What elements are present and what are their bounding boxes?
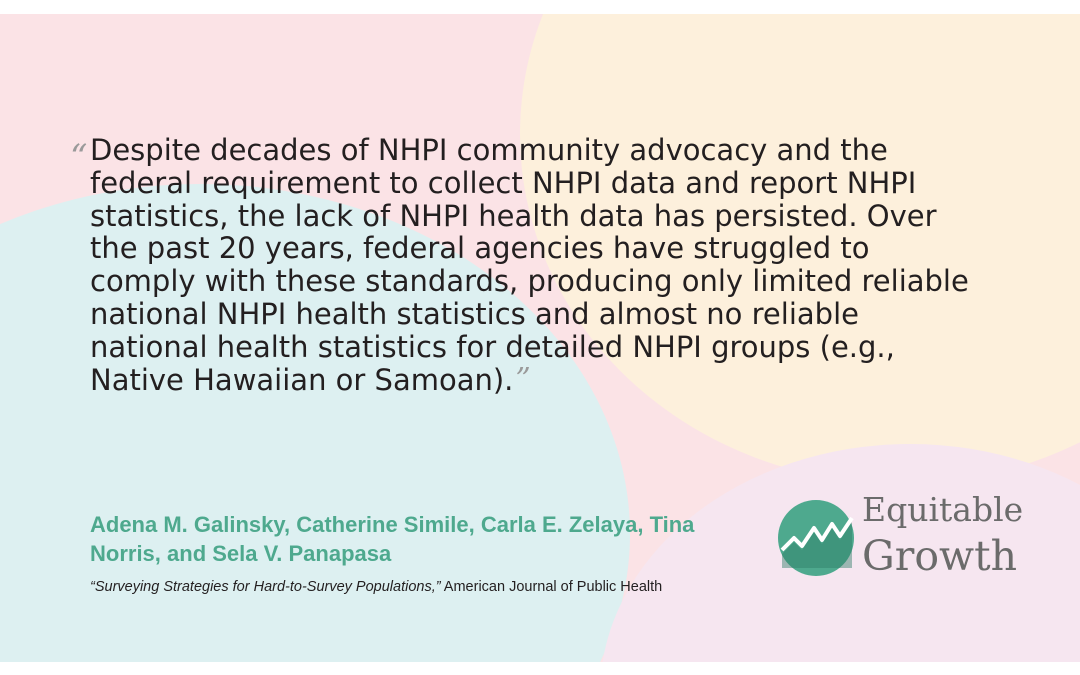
quote-authors: Adena M. Galinsky, Catherine Simile, Carla E. Zelaya, Tina Norris, and Sela V. Panapasa	[90, 512, 695, 566]
growth-chart-icon	[776, 498, 856, 578]
citation-journal: American Journal of Public Health	[440, 579, 663, 595]
citation-title: “Surveying Strategies for Hard-to-Survey Populations,”	[90, 579, 441, 595]
equitable-growth-logo	[776, 488, 1046, 588]
logo-word-equitable: Equitable	[862, 490, 1024, 529]
close-quote-mark: ”	[515, 361, 531, 397]
quote-text	[90, 134, 970, 396]
open-quote-mark: “	[70, 137, 88, 177]
citation	[90, 578, 790, 596]
quote-body: Despite decades of NHPI community advocacy and the federal requirement to collect NHPI data and report NHPI statistics, the lack of NHPI health data has persisted. Over the past 20 years, federal agencies have struggled to comply with these standards, producing only limited reliable national NHPI health statistics and almost no reliable national health statistics for detailed NHPI groups (e.g., Native Hawaiian or Samoan).	[90, 133, 969, 397]
logo-word-growth: Growth	[862, 532, 1018, 580]
